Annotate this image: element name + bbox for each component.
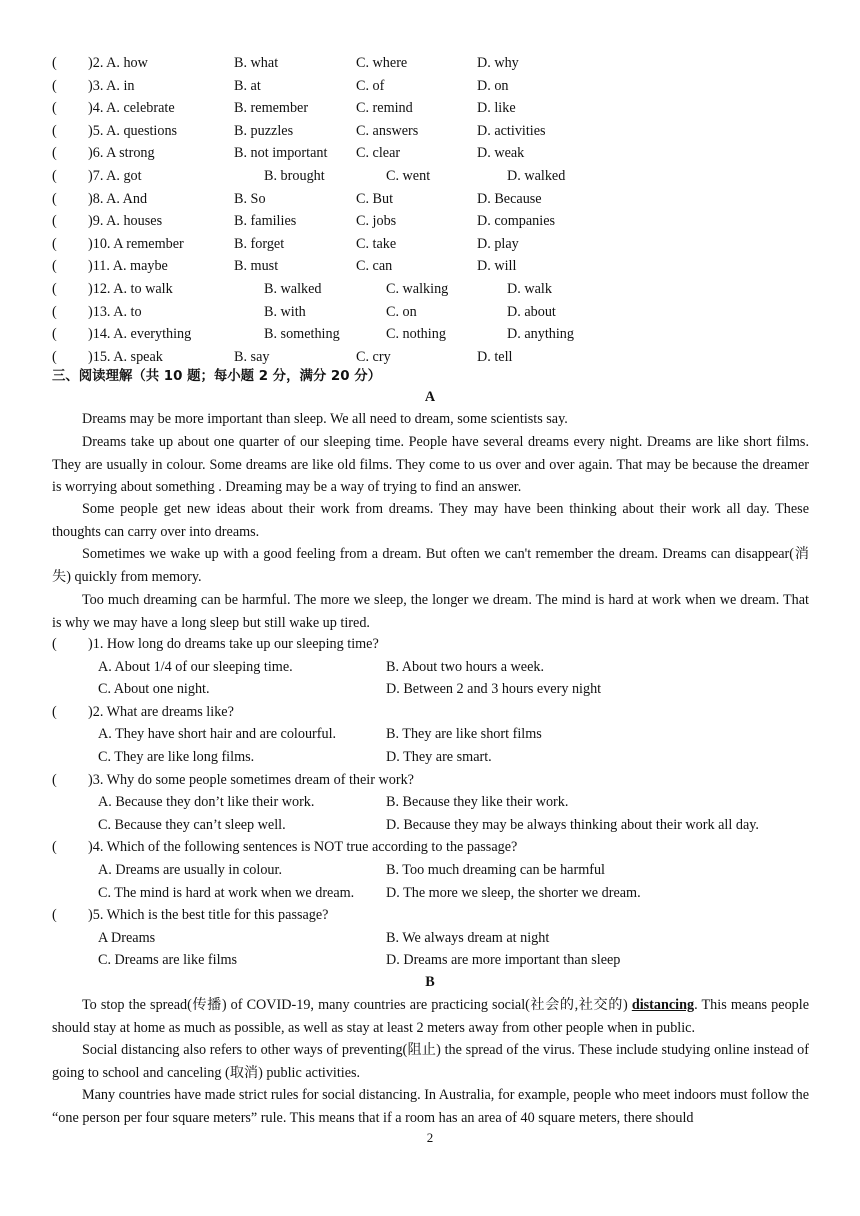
option-b: B. at [234,77,261,94]
passage-a-paragraph: Dreams take up about one quarter of our sleeping time. People have several dreams every night. Dreams are like short films. They are usually in colour. Some dreams are like old films. They come to us over and over again. That may be because the dreamer is worrying about something . Dreaming may be a way of trying to find an answer. [52,434,809,496]
question-number-option-a: )6. A strong [88,145,155,162]
passage-b-heading: B [425,974,435,990]
answer-option-a: A. Because they don’t like their work. [98,794,315,811]
question-number-option-a: )5. A. questions [88,122,178,139]
answer-blank: ( [52,303,57,320]
option-d: D. play [477,235,519,252]
answer-blank: ( [52,771,57,788]
option-b: B. puzzles [234,122,294,139]
question-number-option-a: )10. A remember [88,235,184,252]
option-b: B. something [264,326,340,343]
answer-blank: ( [52,703,57,720]
answer-blank: ( [52,213,57,230]
question-number-option-a: )11. A. maybe [88,258,168,275]
section-title: 三、阅读理解（共 10 题；每小题 2 分，满分 20 分） [52,369,381,384]
answer-option-d: D. The more we sleep, the shorter we dream. [386,884,641,901]
option-b: B. families [234,213,297,230]
option-c: C. where [356,55,408,71]
option-c: C. take [356,235,397,252]
option-d: D. like [477,100,516,117]
answer-option-c: C. Dreams are like films [98,952,238,969]
answer-option-d: D. They are smart. [386,749,492,765]
answer-blank: ( [52,326,57,343]
option-d: D. walked [507,168,566,184]
question-number-option-a: )14. A. everything [88,326,192,343]
option-b: B. forget [234,235,285,252]
option-d: D. about [507,303,556,320]
option-b: B. brought [264,168,325,184]
question-number-option-a: )8. A. And [88,190,148,207]
option-b: B. say [234,348,270,365]
passage-b-text: . This means people should stay at home as much as possible, as well as stay at least 2 meters away from other people when in public. [52,997,809,1036]
option-c: C. clear [356,145,401,162]
answer-option-c: C. About one night. [98,681,210,698]
option-d: D. weak [477,145,525,162]
answer-blank: ( [52,348,57,365]
answer-option-a: A. Dreams are usually in colour. [98,862,282,878]
answer-blank: ( [52,281,57,297]
answer-option-b: B. They are like short films [386,726,542,743]
answer-blank: ( [52,839,57,856]
answer-blank: ( [52,235,57,252]
option-c: C. walking [386,281,449,297]
option-c: C. But [356,190,394,207]
option-d: D. will [477,258,517,275]
question-text: )4. Which of the following sentences is NOT true according to the passage? [88,839,518,856]
answer-blank: ( [52,55,57,71]
question-text: )5. Which is the best title for this passage? [88,907,329,924]
option-d: D. companies [477,213,556,230]
passage-b-paragraph: Many countries have made strict rules for social distancing. In Australia, for example, people who meet indoors must follow the “one person per four square meters” rule. This means that if a room has an area of 40 square meters, there should [52,1087,809,1126]
question-number-option-a: )4. A. celebrate [88,100,175,117]
question-number-option-a: )15. A. speak [88,348,163,365]
passage-b-text: To stop the spread(传播) of COVID-19, many countries are practicing social(社会的,社交的) [82,997,632,1013]
option-d: D. on [477,77,509,94]
answer-blank: ( [52,258,57,275]
option-d: D. walk [507,281,552,297]
option-c: C. can [356,258,393,275]
answer-blank: ( [52,636,57,652]
option-b: B. walked [264,281,322,297]
answer-option-a: A. They have short hair and are colourful. [98,726,337,743]
option-c: C. nothing [386,326,446,343]
option-b: B. with [264,303,306,320]
option-d: D. tell [477,348,513,365]
answer-option-d: D. Because they may be always thinking about their work all day. [386,816,759,833]
option-c: C. went [386,168,431,184]
answer-blank: ( [52,907,57,924]
question-number-option-a: )7. A. got [88,168,142,184]
answer-blank: ( [52,190,57,207]
page-number: 2 [426,1130,434,1145]
question-text: )2. What are dreams like? [88,703,234,720]
option-d: D. Because [477,190,542,207]
answer-option-c: C. Because they can’t sleep well. [98,816,286,833]
passage-b-paragraph: Social distancing also refers to other ways of preventing(阻止) the spread of the virus. These include studying online instead of going to school and canceling (取消) public activities. [52,1042,809,1081]
option-c: C. of [356,77,385,94]
question-number-option-a: )13. A. to [88,303,142,320]
answer-option-a: A Dreams [98,929,156,946]
question-number-option-a: )3. A. in [88,77,135,94]
answer-blank: ( [52,122,57,139]
answer-blank: ( [52,168,57,184]
question-text: )3. Why do some people sometimes dream of their work? [88,771,414,788]
question-number-option-a: )2. A. how [88,55,148,71]
passage-b-paragraph [52,994,809,1039]
passage-a-paragraph: Dreams may be more important than sleep. We all need to dream, some scientists say. [82,411,568,427]
question-text: )1. How long do dreams take up our sleeping time? [88,636,379,652]
option-d: D. activities [477,122,546,139]
option-b: B. remember [234,100,309,117]
option-c: C. remind [356,100,413,117]
answer-blank: ( [52,77,57,94]
answer-blank: ( [52,100,57,117]
question-number-option-a: )9. A. houses [88,213,163,230]
option-b: B. not important [234,145,328,162]
answer-option-b: B. We always dream at night [386,929,550,946]
answer-option-d: D. Between 2 and 3 hours every night [386,681,602,698]
answer-option-c: C. They are like long films. [98,749,255,765]
answer-option-b: B. Because they like their work. [386,794,569,811]
option-b: B. what [234,55,279,71]
answer-blank: ( [52,145,57,162]
option-d: D. why [477,55,519,71]
answer-option-a: A. About 1/4 of our sleeping time. [98,658,293,675]
passage-a-paragraph: Some people get new ideas about their work from dreams. They may have been thinking about their work all day. These thoughts can carry over into dreams. [52,501,809,540]
question-number-option-a: )12. A. to walk [88,281,173,297]
option-c: C. answers [356,122,419,139]
option-d: D. anything [507,326,574,343]
answer-option-b: B. Too much dreaming can be harmful [386,862,605,878]
passage-a-paragraph: Too much dreaming can be harmful. The more we sleep, the longer we dream. The mind is hard at work when we dream. That is why we may have a long sleep but still wake up tired. [52,592,809,631]
option-b: B. must [234,258,279,275]
option-b: B. So [234,190,266,207]
answer-option-c: C. The mind is hard at work when we dream. [98,884,355,901]
option-c: C. on [386,303,417,320]
underlined-word: distancing [631,997,695,1013]
answer-option-d: D. Dreams are more important than sleep [386,952,621,969]
option-c: C. jobs [356,213,397,230]
option-c: C. cry [356,348,391,365]
passage-a-paragraph: Sometimes we wake up with a good feeling from a dream. But often we can't remember the dream. Dreams can disappear(消失) quickly from memory. [52,546,809,585]
passage-a-heading: A [424,389,436,405]
answer-option-b: B. About two hours a week. [386,658,545,675]
